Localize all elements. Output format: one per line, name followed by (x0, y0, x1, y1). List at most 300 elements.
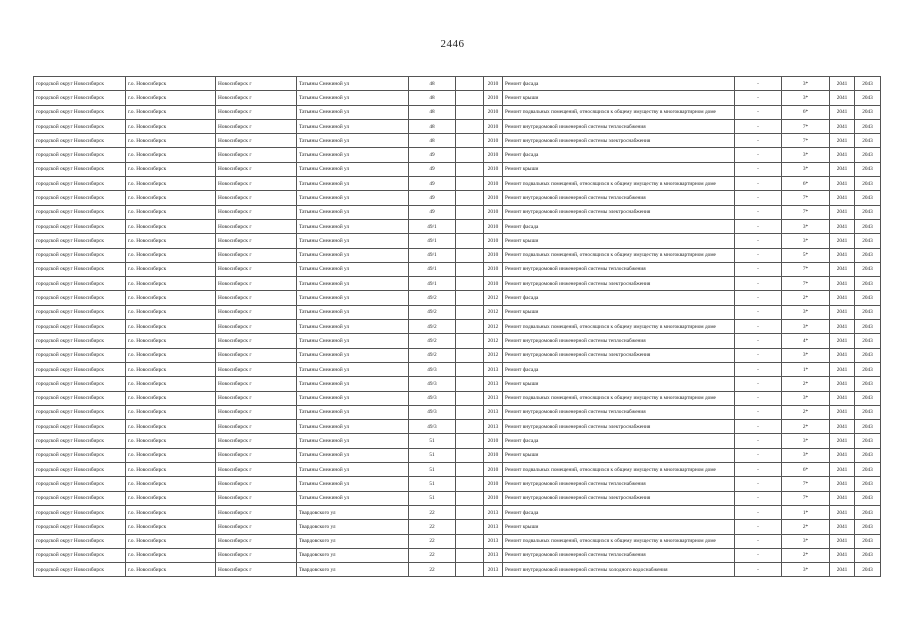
blank-cell (456, 477, 484, 491)
year-cell: 2013 (484, 505, 503, 519)
city-cell: Новосибирск г (216, 348, 297, 362)
year-cell: 2010 (484, 205, 503, 219)
year-cell: 2010 (484, 491, 503, 505)
city-cell: Новосибирск г (216, 334, 297, 348)
district-cell: г.о. Новосибирск (126, 448, 216, 462)
work-type-cell: Ремонт крыши (503, 234, 735, 248)
dash-cell: - (735, 463, 782, 477)
city-cell: Новосибирск г (216, 148, 297, 162)
year-cell: 2010 (484, 234, 503, 248)
year-cell: 2013 (484, 420, 503, 434)
table-row (34, 391, 881, 405)
house-number-cell: 49/3 (409, 377, 456, 391)
end-year-cell: 2043 (855, 234, 881, 248)
blank-cell (456, 548, 484, 562)
dash-cell: - (735, 377, 782, 391)
house-number-cell: 49 (409, 148, 456, 162)
house-number-cell: 49/1 (409, 262, 456, 276)
end-year-cell: 2043 (855, 548, 881, 562)
end-year-cell: 2043 (855, 362, 881, 376)
dash-cell: - (735, 391, 782, 405)
start-year-cell: 2041 (830, 505, 855, 519)
table-row (34, 520, 881, 534)
priority-cell: 3* (782, 91, 830, 105)
dash-cell: - (735, 448, 782, 462)
priority-cell: 3* (782, 162, 830, 176)
table-row (34, 134, 881, 148)
district-cell: г.о. Новосибирск (126, 305, 216, 319)
municipality-cell: городской округ Новосибирск (34, 305, 126, 319)
table-row (34, 434, 881, 448)
municipality-cell: городской округ Новосибирск (34, 205, 126, 219)
street-cell: Твардовского ул (297, 520, 409, 534)
work-type-cell: Ремонт фасада (503, 362, 735, 376)
start-year-cell: 2041 (830, 305, 855, 319)
dash-cell: - (735, 505, 782, 519)
work-type-cell: Ремонт внутридомовой инженерной системы теплоснабжения (503, 405, 735, 419)
municipality-cell: городской округ Новосибирск (34, 77, 126, 91)
dash-cell: - (735, 348, 782, 362)
table-row (34, 362, 881, 376)
dash-cell: - (735, 77, 782, 91)
house-number-cell: 22 (409, 534, 456, 548)
dash-cell: - (735, 262, 782, 276)
district-cell: г.о. Новосибирск (126, 134, 216, 148)
start-year-cell: 2041 (830, 262, 855, 276)
district-cell: г.о. Новосибирск (126, 205, 216, 219)
start-year-cell: 2041 (830, 534, 855, 548)
year-cell: 2012 (484, 348, 503, 362)
priority-cell: 4* (782, 334, 830, 348)
table-row (34, 405, 881, 419)
table-row (34, 334, 881, 348)
table-row (34, 463, 881, 477)
municipality-cell: городской округ Новосибирск (34, 91, 126, 105)
municipality-cell: городской округ Новосибирск (34, 505, 126, 519)
start-year-cell: 2041 (830, 377, 855, 391)
house-number-cell: 51 (409, 491, 456, 505)
municipality-cell: городской округ Новосибирск (34, 262, 126, 276)
city-cell: Новосибирск г (216, 162, 297, 176)
priority-cell: 7* (782, 191, 830, 205)
end-year-cell: 2043 (855, 134, 881, 148)
table-row (34, 105, 881, 119)
municipality-cell: городской округ Новосибирск (34, 534, 126, 548)
street-cell: Татьяны Снежиной ул (297, 277, 409, 291)
dash-cell: - (735, 534, 782, 548)
end-year-cell: 2043 (855, 291, 881, 305)
table-row (34, 262, 881, 276)
end-year-cell: 2043 (855, 491, 881, 505)
street-cell: Татьяны Снежиной ул (297, 391, 409, 405)
district-cell: г.о. Новосибирск (126, 420, 216, 434)
street-cell: Татьяны Снежиной ул (297, 148, 409, 162)
district-cell: г.о. Новосибирск (126, 191, 216, 205)
dash-cell: - (735, 420, 782, 434)
city-cell: Новосибирск г (216, 248, 297, 262)
dash-cell: - (735, 305, 782, 319)
end-year-cell: 2043 (855, 563, 881, 577)
year-cell: 2010 (484, 262, 503, 276)
work-type-cell: Ремонт подвальных помещений, относящихся к общему имуществу в многоквартирном доме (503, 320, 735, 334)
street-cell: Татьяны Снежиной ул (297, 348, 409, 362)
municipality-cell: городской округ Новосибирск (34, 277, 126, 291)
municipality-cell: городской округ Новосибирск (34, 548, 126, 562)
work-type-cell: Ремонт крыши (503, 162, 735, 176)
start-year-cell: 2041 (830, 177, 855, 191)
priority-cell: 2* (782, 520, 830, 534)
municipality-cell: городской округ Новосибирск (34, 148, 126, 162)
priority-cell: 3* (782, 305, 830, 319)
blank-cell (456, 377, 484, 391)
end-year-cell: 2043 (855, 377, 881, 391)
start-year-cell: 2041 (830, 520, 855, 534)
end-year-cell: 2043 (855, 148, 881, 162)
municipality-cell: городской округ Новосибирск (34, 177, 126, 191)
blank-cell (456, 205, 484, 219)
street-cell: Татьяны Снежиной ул (297, 420, 409, 434)
end-year-cell: 2043 (855, 219, 881, 233)
house-number-cell: 49/3 (409, 391, 456, 405)
year-cell: 2013 (484, 391, 503, 405)
city-cell: Новосибирск г (216, 362, 297, 376)
city-cell: Новосибирск г (216, 491, 297, 505)
street-cell: Татьяны Снежиной ул (297, 305, 409, 319)
blank-cell (456, 91, 484, 105)
house-number-cell: 49/2 (409, 291, 456, 305)
city-cell: Новосибирск г (216, 391, 297, 405)
start-year-cell: 2041 (830, 334, 855, 348)
priority-cell: 3* (782, 448, 830, 462)
street-cell: Татьяны Снежиной ул (297, 362, 409, 376)
table-row (34, 119, 881, 133)
end-year-cell: 2043 (855, 505, 881, 519)
district-cell: г.о. Новосибирск (126, 320, 216, 334)
priority-cell: 2* (782, 420, 830, 434)
table-row (34, 491, 881, 505)
table-row (34, 219, 881, 233)
table-row (34, 91, 881, 105)
year-cell: 2012 (484, 334, 503, 348)
priority-cell: 3* (782, 219, 830, 233)
priority-cell: 6* (782, 463, 830, 477)
year-cell: 2012 (484, 291, 503, 305)
work-type-cell: Ремонт подвальных помещений, относящихся к общему имуществу в многоквартирном доме (503, 534, 735, 548)
table-row (34, 563, 881, 577)
table-row (34, 505, 881, 519)
municipality-cell: городской округ Новосибирск (34, 563, 126, 577)
municipality-cell: городской округ Новосибирск (34, 234, 126, 248)
municipality-cell: городской округ Новосибирск (34, 491, 126, 505)
district-cell: г.о. Новосибирск (126, 434, 216, 448)
end-year-cell: 2043 (855, 348, 881, 362)
blank-cell (456, 405, 484, 419)
city-cell: Новосибирск г (216, 291, 297, 305)
work-type-cell: Ремонт подвальных помещений, относящихся к общему имуществу в многоквартирном доме (503, 248, 735, 262)
dash-cell: - (735, 405, 782, 419)
district-cell: г.о. Новосибирск (126, 234, 216, 248)
municipality-cell: городской округ Новосибирск (34, 420, 126, 434)
end-year-cell: 2043 (855, 277, 881, 291)
work-type-cell: Ремонт внутридомовой инженерной системы электроснабжения (503, 134, 735, 148)
street-cell: Татьяны Снежиной ул (297, 91, 409, 105)
start-year-cell: 2041 (830, 391, 855, 405)
table-row (34, 448, 881, 462)
blank-cell (456, 420, 484, 434)
municipality-cell: городской округ Новосибирск (34, 434, 126, 448)
year-cell: 2010 (484, 248, 503, 262)
dash-cell: - (735, 248, 782, 262)
blank-cell (456, 148, 484, 162)
work-type-cell: Ремонт крыши (503, 448, 735, 462)
city-cell: Новосибирск г (216, 420, 297, 434)
table-row (34, 277, 881, 291)
municipality-cell: городской округ Новосибирск (34, 291, 126, 305)
priority-cell: 7* (782, 262, 830, 276)
year-cell: 2010 (484, 91, 503, 105)
district-cell: г.о. Новосибирск (126, 162, 216, 176)
start-year-cell: 2041 (830, 491, 855, 505)
blank-cell (456, 362, 484, 376)
city-cell: Новосибирск г (216, 548, 297, 562)
street-cell: Татьяны Снежиной ул (297, 405, 409, 419)
priority-cell: 3* (782, 563, 830, 577)
priority-cell: 3* (782, 234, 830, 248)
dash-cell: - (735, 563, 782, 577)
municipality-cell: городской округ Новосибирск (34, 391, 126, 405)
blank-cell (456, 234, 484, 248)
house-number-cell: 48 (409, 105, 456, 119)
work-type-cell: Ремонт внутридомовой инженерной системы теплоснабжения (503, 119, 735, 133)
year-cell: 2010 (484, 148, 503, 162)
work-type-cell: Ремонт внутридомовой инженерной системы электроснабжения (503, 348, 735, 362)
city-cell: Новосибирск г (216, 134, 297, 148)
blank-cell (456, 291, 484, 305)
street-cell: Татьяны Снежиной ул (297, 77, 409, 91)
municipality-cell: городской округ Новосибирск (34, 477, 126, 491)
capital-repair-table (33, 76, 881, 577)
district-cell: г.о. Новосибирск (126, 548, 216, 562)
street-cell: Татьяны Снежиной ул (297, 191, 409, 205)
house-number-cell: 49/3 (409, 405, 456, 419)
start-year-cell: 2041 (830, 205, 855, 219)
blank-cell (456, 348, 484, 362)
dash-cell: - (735, 177, 782, 191)
district-cell: г.о. Новосибирск (126, 563, 216, 577)
end-year-cell: 2043 (855, 205, 881, 219)
blank-cell (456, 162, 484, 176)
street-cell: Татьяны Снежиной ул (297, 262, 409, 276)
district-cell: г.о. Новосибирск (126, 348, 216, 362)
work-type-cell: Ремонт внутридомовой инженерной системы теплоснабжения (503, 262, 735, 276)
work-type-cell: Ремонт внутридомовой инженерной системы электроснабжения (503, 491, 735, 505)
dash-cell: - (735, 134, 782, 148)
house-number-cell: 49/1 (409, 219, 456, 233)
work-type-cell: Ремонт фасада (503, 505, 735, 519)
street-cell: Татьяны Снежиной ул (297, 119, 409, 133)
house-number-cell: 49/2 (409, 348, 456, 362)
district-cell: г.о. Новосибирск (126, 77, 216, 91)
table-row (34, 162, 881, 176)
year-cell: 2012 (484, 320, 503, 334)
year-cell: 2012 (484, 305, 503, 319)
house-number-cell: 49/1 (409, 277, 456, 291)
municipality-cell: городской округ Новосибирск (34, 134, 126, 148)
district-cell: г.о. Новосибирск (126, 491, 216, 505)
house-number-cell: 22 (409, 548, 456, 562)
priority-cell: 2* (782, 377, 830, 391)
start-year-cell: 2041 (830, 477, 855, 491)
blank-cell (456, 334, 484, 348)
blank-cell (456, 534, 484, 548)
dash-cell: - (735, 205, 782, 219)
work-type-cell: Ремонт фасада (503, 148, 735, 162)
municipality-cell: городской округ Новосибирск (34, 405, 126, 419)
city-cell: Новосибирск г (216, 77, 297, 91)
dash-cell: - (735, 162, 782, 176)
end-year-cell: 2043 (855, 77, 881, 91)
end-year-cell: 2043 (855, 334, 881, 348)
end-year-cell: 2043 (855, 405, 881, 419)
city-cell: Новосибирск г (216, 505, 297, 519)
district-cell: г.о. Новосибирск (126, 105, 216, 119)
street-cell: Татьяны Снежиной ул (297, 177, 409, 191)
dash-cell: - (735, 320, 782, 334)
table-row (34, 191, 881, 205)
dash-cell: - (735, 119, 782, 133)
street-cell: Татьяны Снежиной ул (297, 377, 409, 391)
district-cell: г.о. Новосибирск (126, 405, 216, 419)
work-type-cell: Ремонт подвальных помещений, относящихся к общему имуществу в многоквартирном доме (503, 391, 735, 405)
street-cell: Татьяны Снежиной ул (297, 248, 409, 262)
house-number-cell: 49/2 (409, 334, 456, 348)
year-cell: 2013 (484, 548, 503, 562)
municipality-cell: городской округ Новосибирск (34, 119, 126, 133)
work-type-cell: Ремонт внутридомовой инженерной системы электроснабжения (503, 205, 735, 219)
table-row (34, 77, 881, 91)
city-cell: Новосибирск г (216, 205, 297, 219)
start-year-cell: 2041 (830, 405, 855, 419)
start-year-cell: 2041 (830, 291, 855, 305)
work-type-cell: Ремонт фасада (503, 77, 735, 91)
table-row (34, 320, 881, 334)
end-year-cell: 2043 (855, 248, 881, 262)
district-cell: г.о. Новосибирск (126, 362, 216, 376)
blank-cell (456, 219, 484, 233)
house-number-cell: 22 (409, 520, 456, 534)
street-cell: Татьяны Снежиной ул (297, 205, 409, 219)
house-number-cell: 49 (409, 162, 456, 176)
house-number-cell: 49/3 (409, 420, 456, 434)
year-cell: 2013 (484, 563, 503, 577)
priority-cell: 3* (782, 320, 830, 334)
work-type-cell: Ремонт крыши (503, 305, 735, 319)
street-cell: Твардовского ул (297, 505, 409, 519)
start-year-cell: 2041 (830, 162, 855, 176)
start-year-cell: 2041 (830, 234, 855, 248)
dash-cell: - (735, 219, 782, 233)
work-type-cell: Ремонт внутридомовой инженерной системы электроснабжения (503, 420, 735, 434)
end-year-cell: 2043 (855, 477, 881, 491)
table-row (34, 205, 881, 219)
dash-cell: - (735, 234, 782, 248)
dash-cell: - (735, 148, 782, 162)
street-cell: Татьяны Снежиной ул (297, 434, 409, 448)
priority-cell: 7* (782, 477, 830, 491)
city-cell: Новосибирск г (216, 119, 297, 133)
priority-cell: 2* (782, 405, 830, 419)
dash-cell: - (735, 105, 782, 119)
start-year-cell: 2041 (830, 362, 855, 376)
blank-cell (456, 277, 484, 291)
dash-cell: - (735, 548, 782, 562)
street-cell: Татьяны Снежиной ул (297, 291, 409, 305)
house-number-cell: 22 (409, 505, 456, 519)
city-cell: Новосибирск г (216, 477, 297, 491)
dash-cell: - (735, 334, 782, 348)
year-cell: 2013 (484, 362, 503, 376)
work-type-cell: Ремонт крыши (503, 91, 735, 105)
end-year-cell: 2043 (855, 305, 881, 319)
house-number-cell: 51 (409, 463, 456, 477)
dash-cell: - (735, 491, 782, 505)
city-cell: Новосибирск г (216, 177, 297, 191)
blank-cell (456, 262, 484, 276)
dash-cell: - (735, 362, 782, 376)
blank-cell (456, 77, 484, 91)
blank-cell (456, 491, 484, 505)
municipality-cell: городской округ Новосибирск (34, 219, 126, 233)
table-row (34, 477, 881, 491)
year-cell: 2010 (484, 77, 503, 91)
city-cell: Новосибирск г (216, 277, 297, 291)
work-type-cell: Ремонт крыши (503, 520, 735, 534)
district-cell: г.о. Новосибирск (126, 391, 216, 405)
priority-cell: 7* (782, 277, 830, 291)
start-year-cell: 2041 (830, 320, 855, 334)
street-cell: Татьяны Снежиной ул (297, 234, 409, 248)
start-year-cell: 2041 (830, 248, 855, 262)
start-year-cell: 2041 (830, 105, 855, 119)
work-type-cell: Ремонт внутридомовой инженерной системы теплоснабжения (503, 191, 735, 205)
street-cell: Твардовского ул (297, 548, 409, 562)
district-cell: г.о. Новосибирск (126, 91, 216, 105)
priority-cell: 6* (782, 105, 830, 119)
table-row (34, 305, 881, 319)
street-cell: Татьяны Снежиной ул (297, 105, 409, 119)
start-year-cell: 2041 (830, 91, 855, 105)
table-row (34, 148, 881, 162)
start-year-cell: 2041 (830, 348, 855, 362)
dash-cell: - (735, 520, 782, 534)
page-number: 2446 (440, 38, 465, 50)
year-cell: 2010 (484, 191, 503, 205)
city-cell: Новосибирск г (216, 520, 297, 534)
street-cell: Татьяны Снежиной ул (297, 448, 409, 462)
end-year-cell: 2043 (855, 520, 881, 534)
municipality-cell: городской округ Новосибирск (34, 348, 126, 362)
city-cell: Новосибирск г (216, 91, 297, 105)
year-cell: 2013 (484, 405, 503, 419)
blank-cell (456, 191, 484, 205)
start-year-cell: 2041 (830, 448, 855, 462)
district-cell: г.о. Новосибирск (126, 534, 216, 548)
house-number-cell: 49/2 (409, 305, 456, 319)
city-cell: Новосибирск г (216, 219, 297, 233)
house-number-cell: 48 (409, 134, 456, 148)
city-cell: Новосибирск г (216, 434, 297, 448)
priority-cell: 3* (782, 77, 830, 91)
